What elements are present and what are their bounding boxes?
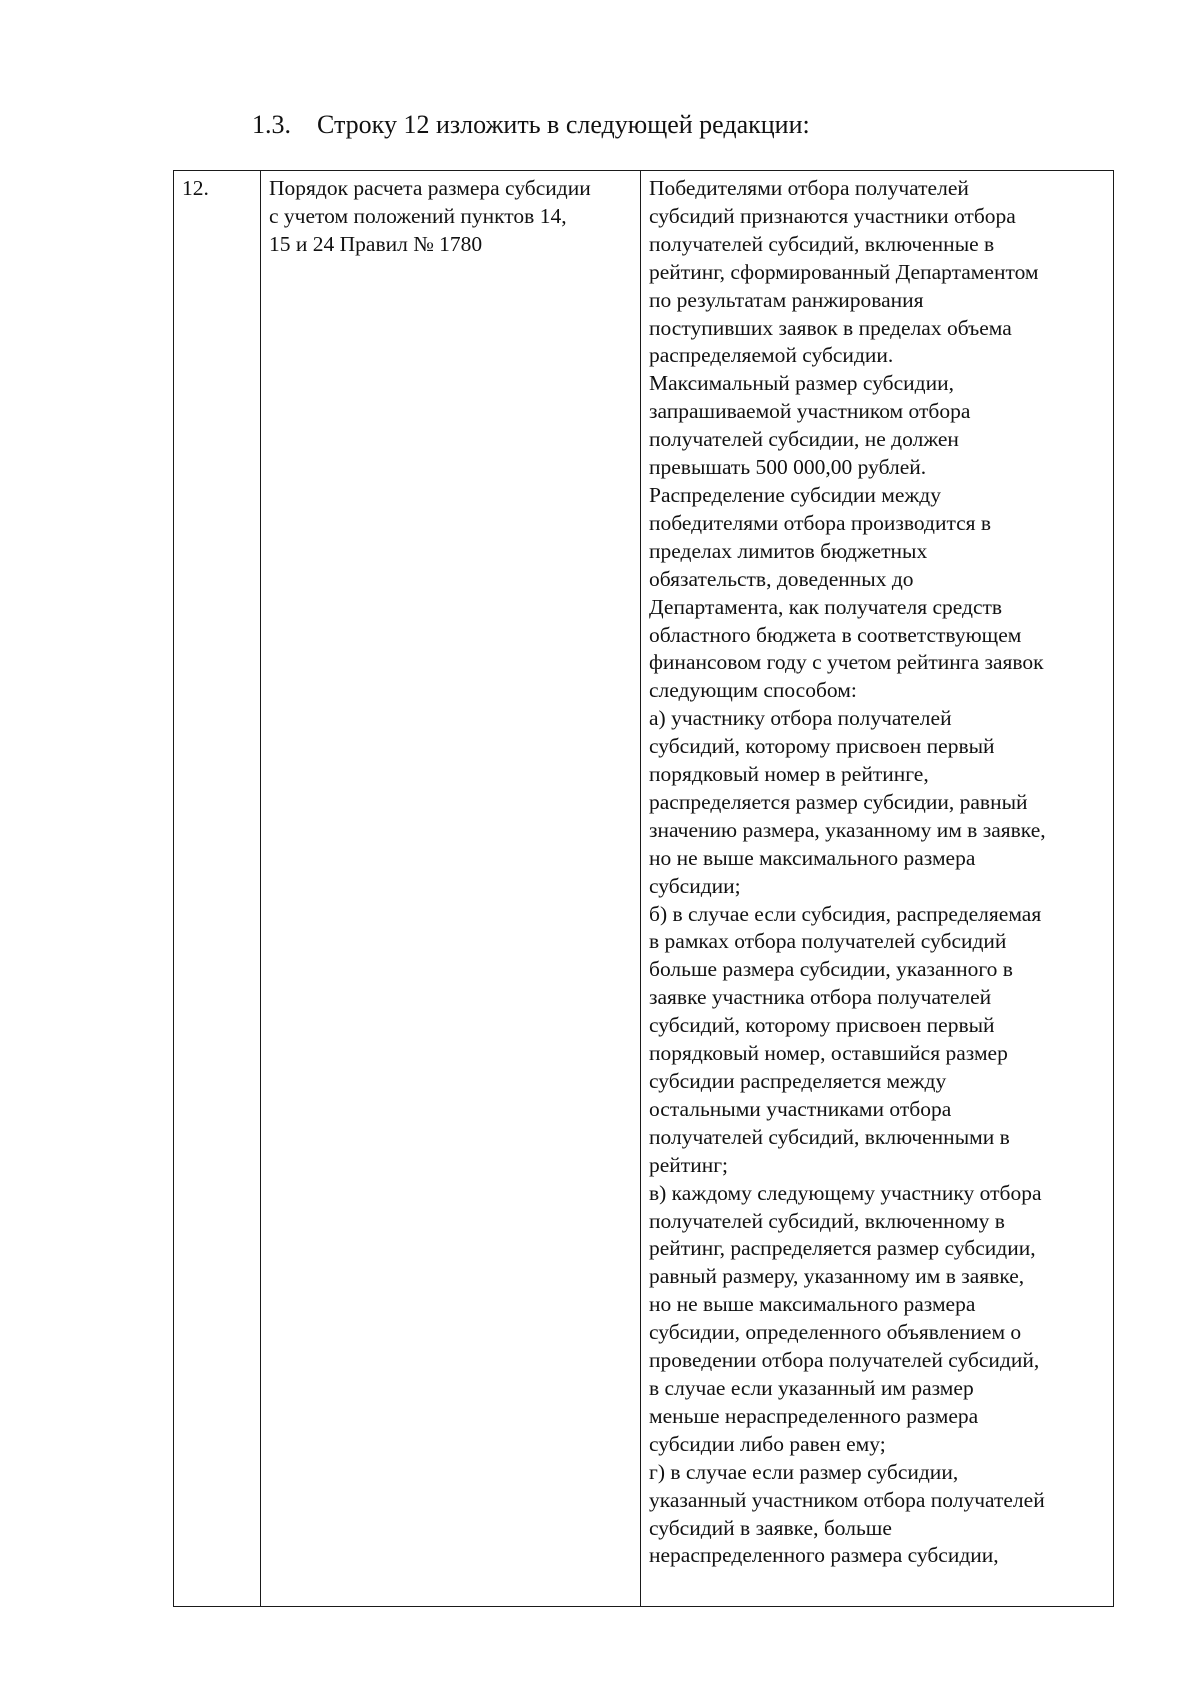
text-line: субсидии либо равен ему;: [649, 1431, 886, 1456]
text-line: получателей субсидий, включенные в: [649, 231, 995, 256]
text-line: рейтинг, сформированный Департаментом: [649, 259, 1039, 284]
text-line: в) каждому следующему участнику отбора: [649, 1180, 1042, 1205]
text-line: субсидий, которому присвоен первый: [649, 734, 995, 759]
text-line: порядковый номер, оставшийся размер: [649, 1041, 1008, 1066]
text-line: значению размера, указанному им в заявке,: [649, 817, 1046, 842]
text-line: б) в случае если субсидия, распределяемая: [649, 901, 1042, 926]
table-row: [174, 171, 1114, 1607]
text-line: областного бюджета в соответствующем: [649, 622, 1022, 647]
text-line: по результатам ранжирования: [649, 287, 924, 312]
text-line: субсидии распределяется между: [649, 1069, 947, 1093]
row-number-cell: [174, 171, 261, 1607]
text-line: рейтинг;: [649, 1152, 728, 1177]
text-line: субсидий, которому присвоен первый: [649, 1013, 995, 1038]
text-line: финансовом году с учетом рейтинга заявок: [649, 650, 1044, 675]
text-line: Победителями отбора получателей: [649, 176, 969, 200]
text-line: но не выше максимального размера: [649, 845, 976, 870]
text-line: поступивших заявок в пределах объема: [649, 315, 1012, 340]
text-line: распределяемой субсидии.: [649, 343, 894, 368]
text-line: субсидии, определенного объявлением о: [649, 1320, 1022, 1345]
text-line: остальными участниками отбора: [649, 1096, 952, 1121]
text-line: в рамках отбора получателей субсидий: [649, 929, 1007, 954]
text-line: но не выше максимального размера: [649, 1292, 976, 1317]
text-line: в случае если указанный им размер: [649, 1375, 974, 1400]
row-name-text: [269, 175, 632, 259]
text-line: обязательств, доведенных до: [649, 566, 914, 591]
text-line: заявке участника отбора получателей: [649, 985, 992, 1010]
text-line: получателей субсидий, включенному в: [649, 1208, 1005, 1233]
section-heading-text: Строку 12 изложить в следующей редакции:: [317, 110, 810, 139]
text-line: 15 и 24 Правил № 1780: [269, 231, 483, 256]
text-line: нераспределенного размера субсидии,: [649, 1543, 999, 1568]
text-line: субсидий в заявке, больше: [649, 1515, 892, 1540]
text-line: субсидий признаются участники отбора: [649, 203, 1016, 228]
text-line: указанный участником отбора получателей: [649, 1487, 1045, 1512]
text-line: Распределение субсидии между: [649, 482, 941, 507]
text-line: субсидии;: [649, 873, 741, 898]
text-line: меньше нераспределенного размера: [649, 1403, 979, 1428]
text-line: запрашиваемой участником отбора: [649, 399, 971, 424]
text-line: Порядок расчета размера субсидии: [269, 176, 591, 200]
text-line: с учетом положений пунктов 14,: [269, 203, 567, 228]
row-name-cell: [261, 171, 641, 1607]
text-line: следующим способом:: [649, 678, 857, 703]
text-line: проведении отбора получателей субсидий,: [649, 1348, 1040, 1373]
text-line: получателей субсидий, включенными в: [649, 1124, 1010, 1149]
text-line: получателей субсидии, не должен: [649, 427, 959, 452]
text-line: больше размера субсидии, указанного в: [649, 957, 1013, 982]
row-description-text: [649, 175, 1105, 1570]
row-description-cell: [641, 171, 1114, 1607]
row-number: 12.: [182, 176, 209, 200]
section-number: 1.3.: [252, 110, 291, 139]
text-line: пределах лимитов бюджетных: [649, 538, 928, 563]
section-heading: [252, 108, 810, 142]
text-line: г) в случае если размер субсидии,: [649, 1459, 959, 1484]
text-line: порядковый номер в рейтинге,: [649, 762, 929, 787]
text-line: а) участнику отбора получателей: [649, 706, 952, 731]
text-line: Департамента, как получателя средств: [649, 594, 1003, 619]
text-line: Максимальный размер субсидии,: [649, 371, 954, 396]
text-line: рейтинг, распределяется размер субсидии,: [649, 1236, 1036, 1261]
text-line: равный размеру, указанному им в заявке,: [649, 1264, 1025, 1289]
text-line: распределяется размер субсидии, равный: [649, 789, 1028, 814]
text-line: победителями отбора производится в: [649, 510, 992, 535]
amendment-table: [173, 170, 1114, 1607]
text-line: превышать 500 000,00 рублей.: [649, 455, 927, 480]
